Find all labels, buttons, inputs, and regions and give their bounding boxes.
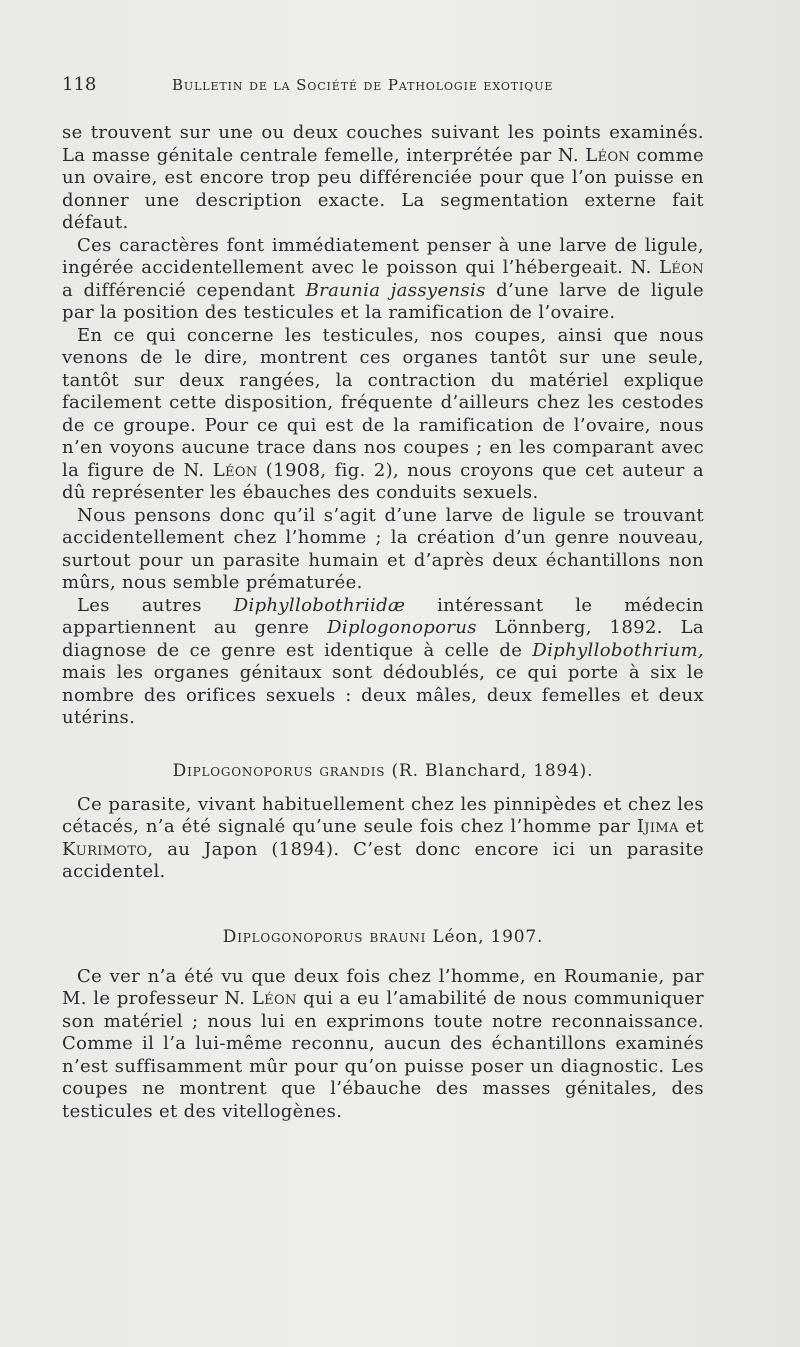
section-heading-grandis	[62, 760, 704, 782]
paragraph-2: Ces caractères font immédiatement penser à une larve de ligule, ingérée accidentellement avec le poisson qui l’hébergeait. N. Léon a différencié cependant Braunia jassyensis d’une larve de ligule par la position des testicules et la ramification de l’ovaire.	[62, 234, 704, 323]
genus-name: Diphyllobothrium,	[532, 639, 704, 661]
running-title: Bulletin de la Société de Pathologie exotique	[172, 76, 554, 94]
body-text	[62, 122, 704, 1123]
paragraph-brauni: Ce ver n’a été vu que deux fois chez l’homme, en Roumanie, par M. le professeur N. Léon qui a eu l’amabilité de nous communiquer son matériel ; nous lui en exprimons toute notre reconnaissance. Comme il l’a lui-même reconnu, aucun des échantillons examinés n’est suffisamment mûr pour qu’on puisse poser un diagnostic. Les coupes ne montrent que l’ébauche des masses génitales, des testicules et des vitellogènes.	[62, 965, 704, 1122]
author-name: Léon	[212, 459, 258, 481]
author-name: Kurimoto,	[62, 838, 154, 860]
taxon-name: Diplogonoporus brauni	[222, 926, 427, 947]
species-name: Braunia jassyensis	[305, 279, 486, 301]
page-number: 118	[62, 74, 97, 95]
section-heading-brauni	[62, 926, 704, 948]
author-name: Ijima	[636, 816, 679, 837]
paragraph-grandis: Ce parasite, vivant habituellement chez les pinnipèdes et chez les cétacés, n’a été signalé qu’une seule fois chez l’homme par Ijima et Kurimoto, au Japon (1894). C’est donc encore ici un parasite accidentel.	[62, 793, 704, 882]
genus-name: Diplogonoporus	[327, 617, 477, 638]
family-name: Diphyllobothriidæ	[233, 594, 406, 616]
author-name: Léon	[659, 257, 704, 278]
taxon-name: Diplogonoporus grandis	[172, 760, 386, 781]
paragraph-3: En ce qui concerne les testicules, nos coupes, ainsi que nous venons de le dire, montrent ces organes tantôt sur une seule, tantôt sur deux rangées, la contraction du matériel explique facilement cette disposition, fréquente d’ailleurs chez les cestodes de ce groupe. Pour ce qui est de la ramification de l’ovaire, nous n’en voyons aucune trace dans nos coupes ; en les comparant avec la figure de N. Léon (1908, fig. 2), nous croyons que cet auteur a dû représenter les ébauches des conduits sexuels.	[62, 324, 704, 503]
paragraph-1: se trouvent sur une ou deux couches suivant les points examinés. La masse génitale centrale femelle, interprétée par N. Léon comme un ovaire, est encore trop peu différenciée pour que l’on puisse en donner une description exacte. La segmentation externe fait défaut.	[62, 122, 705, 233]
author-name: Léon	[251, 988, 297, 1009]
paragraph-5: Les autres Diphyllobothriidæ intéressant le médecin appartiennent au genre Diplogonoporus Lönnberg, 1892. La diagnose de ce genre est identique à celle de Diphyllobothrium, mais les organes génitaux sont dédoublés, ce qui porte à six le nombre des orifices sexuels : deux mâles, deux femelles et deux utérins.	[62, 594, 704, 728]
author-name: Léon	[585, 144, 631, 166]
page-header	[62, 74, 662, 104]
taxon-authority: (R. Blanchard, 1894).	[391, 760, 594, 781]
paragraph-4: Nous pensons donc qu’il s’agit d’une larve de ligule se trouvant accidentellement chez l’homme ; la création d’un genre nouveau, surtout pour un parasite humain et d’après deux échantillons non mûrs, nous semble prématurée.	[62, 504, 704, 593]
taxon-authority: Léon, 1907.	[432, 926, 544, 947]
